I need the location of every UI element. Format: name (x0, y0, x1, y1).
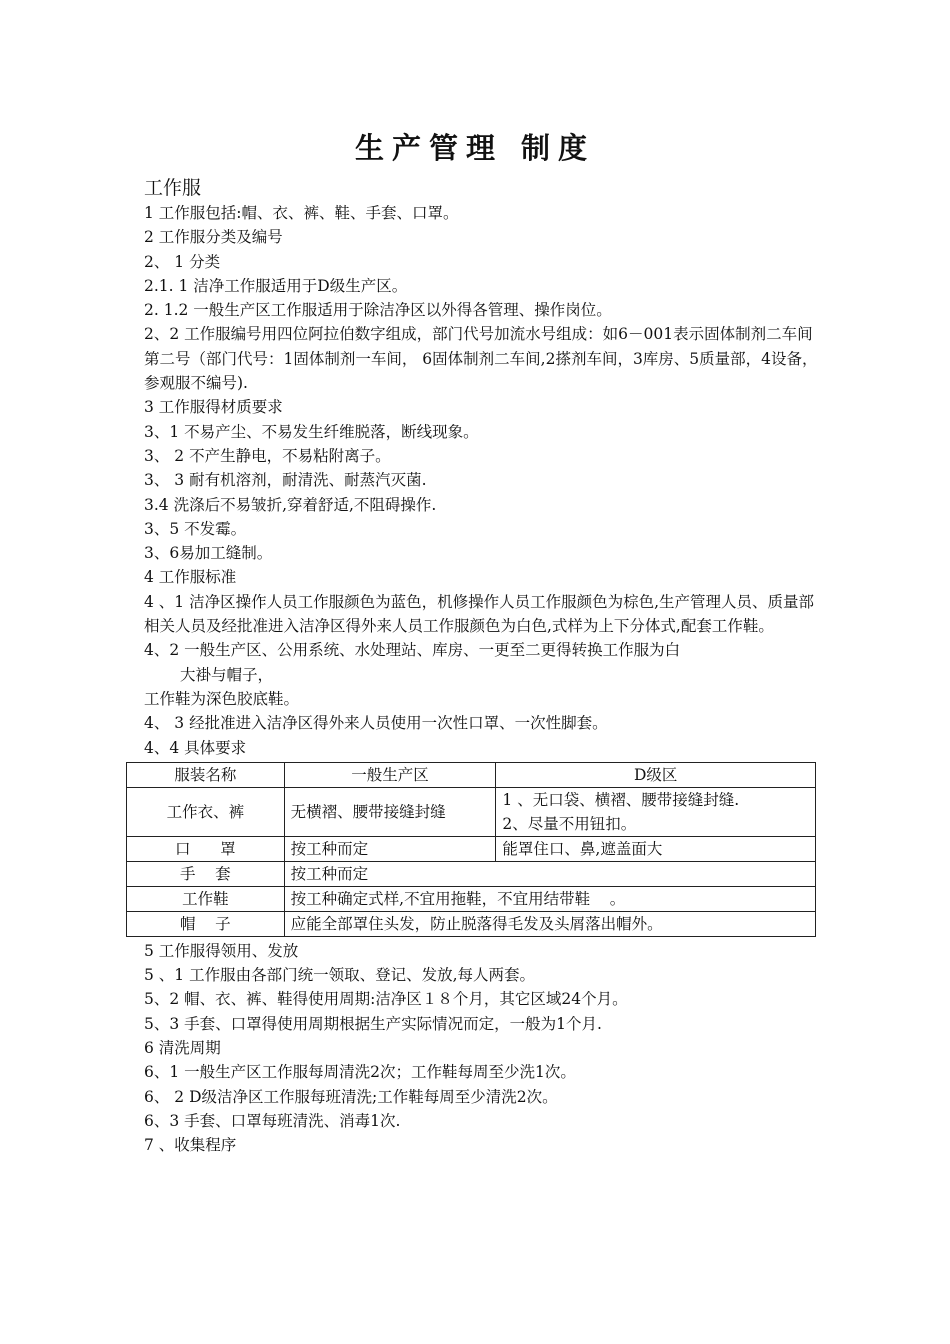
text-line: 4、 3 经批准进入洁净区得外来人员使用一次性口罩、一次性脚套。 (144, 714, 608, 733)
table-cell: 按工种而定 (284, 836, 496, 861)
table-row (127, 911, 816, 936)
text-line: 7 、收集程序 (144, 1136, 237, 1155)
table-row (127, 886, 816, 911)
text-line: 4、4 具体要求 (144, 738, 247, 757)
table-cell: 应能全部罩住头发，防止脱落得毛发及头屑落出帽外。 (284, 911, 815, 936)
text-line: 4 工作服标准 (144, 568, 237, 587)
text-line: 1 工作服包括:帽、衣、裤、鞋、手套、口罩。 (144, 204, 459, 222)
text-line: 大褂与帽子， (180, 665, 274, 684)
table-cell: 口 罩 (127, 836, 285, 861)
text-line: 2. 1.2 一般生产区工作服适用于除洁净区以外得各管理、操作岗位。 (144, 301, 612, 320)
text-line: 工作鞋为深色胶底鞋。 (144, 689, 300, 708)
text-line: 6、 2 D级洁净区工作服每班清洗;工作鞋每周至少清洗2次。 (144, 1087, 558, 1106)
paragraph-4-1: 4 、1 洁净区操作人员工作服颜色为蓝色，机修操作人员工作服颜色为棕色,生产管理人员、质量部相关人员及经批准进入洁净区得外来人员工作服颜色为白色,式样为上下分体式,配套工作鞋。 (144, 592, 815, 636)
table-cell: 按工种确定式样,不宜用拖鞋，不宜用结带鞋 。 (284, 886, 815, 911)
section-heading: 工作服 (144, 177, 202, 199)
table-header-cell: 一般生产区 (284, 762, 496, 787)
table-cell: 工作衣、裤 (127, 787, 285, 836)
requirements-table (126, 762, 816, 937)
table-row (127, 787, 816, 836)
table-header-cell: D级区 (496, 762, 816, 787)
text-line: 6 清洗周期 (144, 1039, 221, 1058)
table-row (127, 861, 816, 886)
text-line: 3、 2 不产生静电，不易粘附离子。 (144, 446, 391, 465)
table-cell: 帽 子 (127, 911, 285, 936)
table-row (127, 836, 816, 861)
text-line: 3.4 洗涤后不易皱折,穿着舒适,不阻碍操作. (144, 495, 437, 514)
table-cell-line: 1 、无口袋、横褶、腰带接缝封缝. (502, 790, 740, 809)
text-line: 6、3 手套、口罩每班清洗、消毒1次. (144, 1111, 401, 1130)
document-title: 生产管理 制度 (354, 131, 596, 165)
text-line: 3、5 不发霉。 (144, 519, 247, 538)
text-line: 5、3 手套、口罩得使用周期根据生产实际情况而定，一般为1个月. (144, 1014, 602, 1033)
document-body (144, 175, 824, 1158)
table-cell: 能罩住口、鼻,遮盖面大 (496, 836, 816, 861)
text-line: 3 工作服得材质要求 (144, 398, 283, 417)
text-line: 5 工作服得领用、发放 (144, 941, 299, 960)
text-line: 4、2 一般生产区、公用系统、水处理站、库房、一更至二更得转换工作服为白 (144, 641, 681, 660)
text-line: 2.1. 1 洁净工作服适用于D级生产区。 (144, 276, 408, 295)
table-cell: 手 套 (127, 861, 285, 886)
table-cell: 按工种而定 (284, 861, 815, 886)
text-line: 3、1 不易产尘、不易发生纤维脱落，断线现象。 (144, 422, 479, 441)
text-line: 2 工作服分类及编号 (144, 228, 283, 247)
table-cell-line: 2、尽量不用钮扣。 (502, 814, 637, 833)
table-cell (496, 787, 816, 836)
table-header-row (127, 762, 816, 787)
text-line: 5、2 帽、衣、裤、鞋得使用周期:洁净区１８个月，其它区域24个月。 (144, 990, 628, 1009)
text-line: 6、1 一般生产区工作服每周清洗2次；工作鞋每周至少洗1次。 (144, 1063, 576, 1082)
paragraph-2-2: 2、2 工作服编号用四位阿拉伯数字组成，部门代号加流水号组成：如6－001表示固体制剂二车间第二号（部门代号：1固体制剂一车间， 6固体制剂二车间,2搽剂车间，3库房、5质量部，4设备，参观服不编号). (144, 325, 818, 393)
text-line: 5 、1 工作服由各部门统一领取、登记、发放,每人两套。 (144, 966, 536, 985)
text-line: 3、6易加工缝制。 (144, 544, 273, 563)
table-cell: 无横褶、腰带接缝封缝 (284, 787, 496, 836)
text-line: 2、 1 分类 (144, 252, 221, 271)
table-header-cell: 服装名称 (127, 762, 285, 787)
table-cell: 工作鞋 (127, 886, 285, 911)
text-line: 3、 3 耐有机溶剂，耐清洗、耐蒸汽灭菌. (144, 471, 427, 490)
